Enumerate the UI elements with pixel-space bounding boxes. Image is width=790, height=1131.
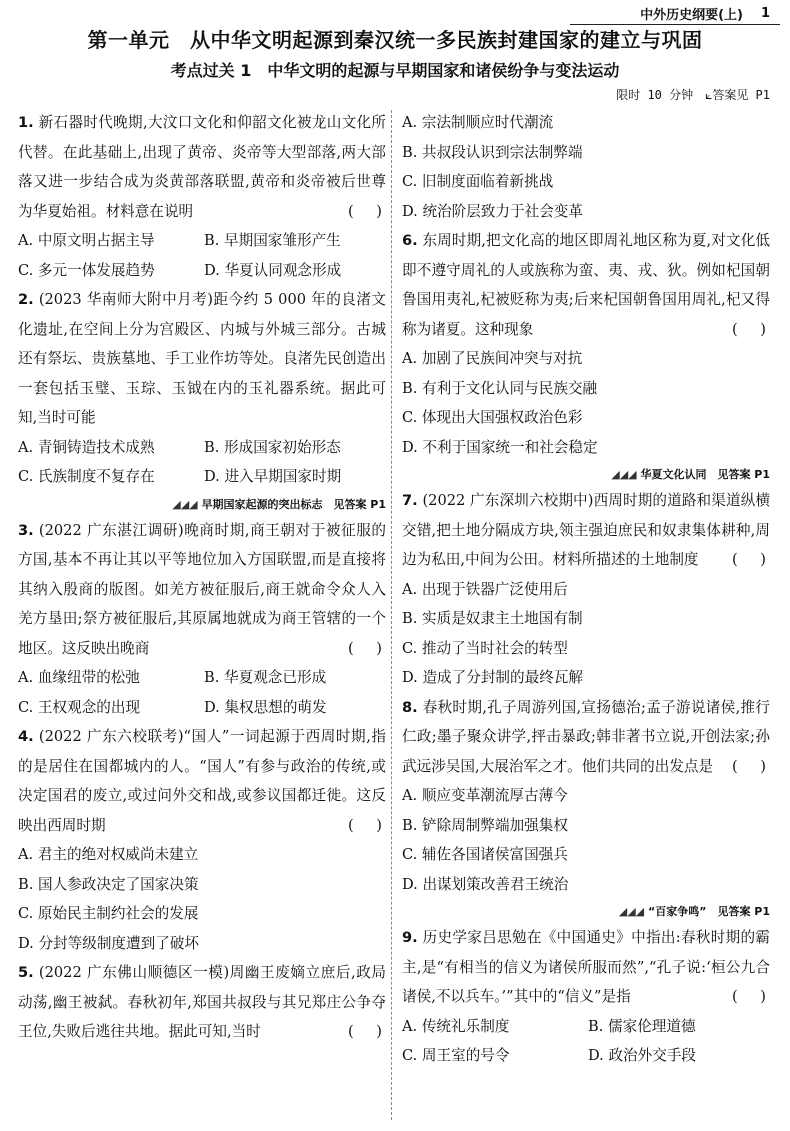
option-d[interactable]: D. 分封等级制度遭到了破坏 xyxy=(18,934,199,952)
option-d[interactable]: D. 华夏认同观念形成 xyxy=(204,261,342,279)
right-column xyxy=(402,108,770,1071)
question-9 xyxy=(402,923,770,1071)
option-d[interactable]: D. 进入早期国家时期 xyxy=(204,468,342,485)
option-c[interactable]: C. 体现出大国强权政治色彩 xyxy=(402,409,583,426)
question-stem xyxy=(18,516,386,664)
question-stem xyxy=(402,693,770,782)
option-b[interactable]: B. 国人参政决定了国家决策 xyxy=(18,875,199,893)
option-b[interactable]: B. 形成国家初始形态 xyxy=(204,438,341,456)
question-number: 4. xyxy=(18,728,34,745)
question-text: (2022 广东六校联考)“国人”一词起源于西周时期,指的是居住在国都城内的人。“国人”有参与政治的传统,或决定国君的废立,或过问外交和战,或参议国都迁徙。这反映出西周时期 xyxy=(18,728,387,834)
topic-tag: ◢◢◢ 华夏文化认同 见答案 P1 xyxy=(611,468,770,481)
option-a[interactable]: A. 宗法制顺应时代潮流 xyxy=(402,114,554,131)
option-d[interactable]: D. 集权思想的萌发 xyxy=(204,698,327,716)
question-number: 5. xyxy=(18,964,34,981)
question-stem xyxy=(402,923,770,1012)
option-d[interactable]: D. 政治外交手段 xyxy=(588,1047,697,1064)
option-b[interactable]: B. 儒家伦理道德 xyxy=(588,1017,696,1035)
answer-blank: ( ) xyxy=(732,551,770,568)
option-c[interactable]: C. 原始民主制约社会的发展 xyxy=(18,905,199,922)
options xyxy=(18,226,386,285)
option-b[interactable]: B. 早期国家雏形产生 xyxy=(204,232,341,249)
option-d[interactable]: D. 统治阶层致力于社会变革 xyxy=(402,202,583,220)
question-text: (2022 广东佛山顺德区一模)周幽王废嫡立庶后,政局动荡,幽王被弑。春秋初年,郑国共叔段与其兄郑庄公争夺王位,失败后逃往共地。据此可知,当时 xyxy=(18,964,387,1040)
answer-blank: ( ) xyxy=(348,639,386,657)
option-c[interactable]: C. 推动了当时社会的转型 xyxy=(402,639,568,657)
page-number: 1 xyxy=(760,5,770,21)
book-title: 中外历史纲要(上) xyxy=(640,7,743,23)
option-c[interactable]: C. 周王室的号令 xyxy=(402,1047,510,1064)
section-title: 考点过关 1 中华文明的起源与早期国家和诸侯纷争与变法运动 xyxy=(170,61,620,80)
question-text: (2023 华南师大附中月考)距今约 5 000 年的良渚文化遗址,在空间上分为宫殿区、内城与外城三部分。古城还有祭坛、贵族墓地、手工业作坊等处。良渚先民创造出一套包括玉璧、玉琮、玉钺在内的玉礼器系统。据此可知,当时可能 xyxy=(18,291,387,426)
answer-blank: ( ) xyxy=(732,988,770,1005)
answer-blank: ( ) xyxy=(732,757,770,775)
option-c[interactable]: C. 王权观念的出现 xyxy=(18,698,141,716)
question-text: 历史学家吕思勉在《中国通史》中指出:春秋时期的霸主,是“有相当的信义为诸侯所服而然”,“孔子说:‘桓公九合诸侯,不以兵车。’”其中的“信义”是指 xyxy=(402,929,770,1005)
options xyxy=(18,433,386,492)
option-a[interactable]: A. 顺应变革潮流厚古薄今 xyxy=(402,787,568,804)
options xyxy=(18,663,386,722)
question-8 xyxy=(402,693,770,924)
triangle-marker-icon: ◢◢◢ xyxy=(618,905,648,918)
question-7 xyxy=(402,486,770,693)
running-header xyxy=(640,2,770,24)
option-b[interactable]: B. 共叔段认识到宗法制弊端 xyxy=(402,143,583,161)
left-column xyxy=(18,108,386,1047)
option-c[interactable]: C. 辅佐各国诸侯富国强兵 xyxy=(402,846,568,863)
option-b[interactable]: B. 华夏观念已形成 xyxy=(204,669,327,686)
answer-blank: ( ) xyxy=(348,816,386,834)
question-text: 春秋时期,孔子周游列国,宣扬德治;孟子游说诸侯,推行仁政;墨子聚众讲学,抨击暴政;韩非著书立说,开创法家;孙武远涉吴国,大展治军之才。他们共同的出发点是 xyxy=(402,698,770,775)
option-a[interactable]: A. 血缘纽带的松弛 xyxy=(18,669,140,686)
topic-tag: ◢◢◢ “百家争鸣” 见答案 P1 xyxy=(618,905,770,918)
time-limit-note: 限时 10 分钟 ⟀答案见 P1 xyxy=(616,88,770,102)
question-1 xyxy=(18,108,386,285)
column-divider xyxy=(391,110,392,1120)
triangle-marker-icon: ◢◢◢ xyxy=(172,497,202,511)
topic-tag: ◢◢◢ 早期国家起源的突出标志 见答案 P1 xyxy=(172,497,386,511)
option-a[interactable]: A. 加剧了民族间冲突与对抗 xyxy=(402,350,583,367)
option-c[interactable]: C. 旧制度面临着新挑战 xyxy=(402,173,554,190)
question-stem xyxy=(18,722,386,840)
option-a[interactable]: A. 中原文明占据主导 xyxy=(18,232,155,249)
question-number: 3. xyxy=(18,521,34,539)
question-number: 6. xyxy=(402,232,418,249)
question-3 xyxy=(18,516,386,723)
question-5 xyxy=(18,958,386,1047)
option-c[interactable]: C. 多元一体发展趋势 xyxy=(18,261,155,279)
question-4 xyxy=(18,722,386,958)
option-a[interactable]: A. 出现于铁器广泛使用后 xyxy=(402,580,568,598)
question-6 xyxy=(402,226,770,486)
option-d[interactable]: D. 出谋划策改善君王统治 xyxy=(402,875,569,893)
option-b[interactable]: B. 有利于文化认同与民族交融 xyxy=(402,379,598,397)
option-d[interactable]: D. 不利于国家统一和社会稳定 xyxy=(402,438,598,456)
option-a[interactable]: A. 传统礼乐制度 xyxy=(402,1017,510,1035)
question-2 xyxy=(18,285,386,516)
question-stem xyxy=(18,108,386,226)
question-stem xyxy=(402,226,770,344)
question-number: 8. xyxy=(402,698,418,716)
option-a[interactable]: A. 君主的绝对权威尚未建立 xyxy=(18,846,199,863)
question-number: 2. xyxy=(18,291,34,308)
option-c[interactable]: C. 氏族制度不复存在 xyxy=(18,468,155,485)
option-b[interactable]: B. 实质是奴隶主土地国有制 xyxy=(402,610,583,627)
answer-blank: ( ) xyxy=(732,320,770,338)
question-number: 1. xyxy=(18,114,34,131)
question-number: 7. xyxy=(402,492,418,509)
question-text: 新石器时代晚期,大汶口文化和仰韶文化被龙山文化所代替。在此基础上,出现了黄帝、炎帝等大型部落,两大部落又进一步结合成为炎黄部落联盟,黄帝和炎帝被后世尊为华夏始祖。材料意在说明 xyxy=(18,114,386,220)
question-number: 9. xyxy=(402,929,418,946)
question-stem xyxy=(402,486,770,575)
answer-blank: ( ) xyxy=(348,1023,386,1040)
question-stem xyxy=(18,285,386,433)
option-a[interactable]: A. 青铜铸造技术成熟 xyxy=(18,438,155,456)
option-b[interactable]: B. 铲除周制弊端加强集权 xyxy=(402,816,568,834)
question-5-options xyxy=(402,108,770,226)
triangle-marker-icon: ◢◢◢ xyxy=(611,468,641,481)
unit-title: 第一单元 从中华文明起源到秦汉统一多民族封建国家的建立与巩固 xyxy=(87,28,703,52)
question-text: (2022 广东湛江调研)晚商时期,商王朝对于被征服的方国,基本不再让其以平等地位加入方国联盟,而是直接将其纳入殷商的版图。如羌方被征服后,商王就命令众人入羌方垦田;祭方被征服后,其原属地就成为商王管辖的一个地区。这反映出晚商 xyxy=(18,521,387,657)
option-d[interactable]: D. 造成了分封制的最终瓦解 xyxy=(402,669,583,686)
question-stem xyxy=(18,958,386,1047)
question-text: (2022 广东深圳六校期中)西周时期的道路和渠道纵横交错,把土地分隔成方块,领主强迫庶民和奴隶集体耕种,周边为私田,中间为公田。材料所描述的土地制度 xyxy=(402,492,771,568)
options xyxy=(402,1012,770,1071)
answer-blank: ( ) xyxy=(348,202,386,220)
question-text: 东周时期,把文化高的地区即周礼地区称为夏,对文化低即不遵守周礼的人或族称为蛮、夷、戎、狄。例如杞国朝鲁国用夷礼,杞被贬称为夷;后来杞国朝鲁国用周礼,杞又得称为诸夏。这种现象 xyxy=(402,232,770,338)
